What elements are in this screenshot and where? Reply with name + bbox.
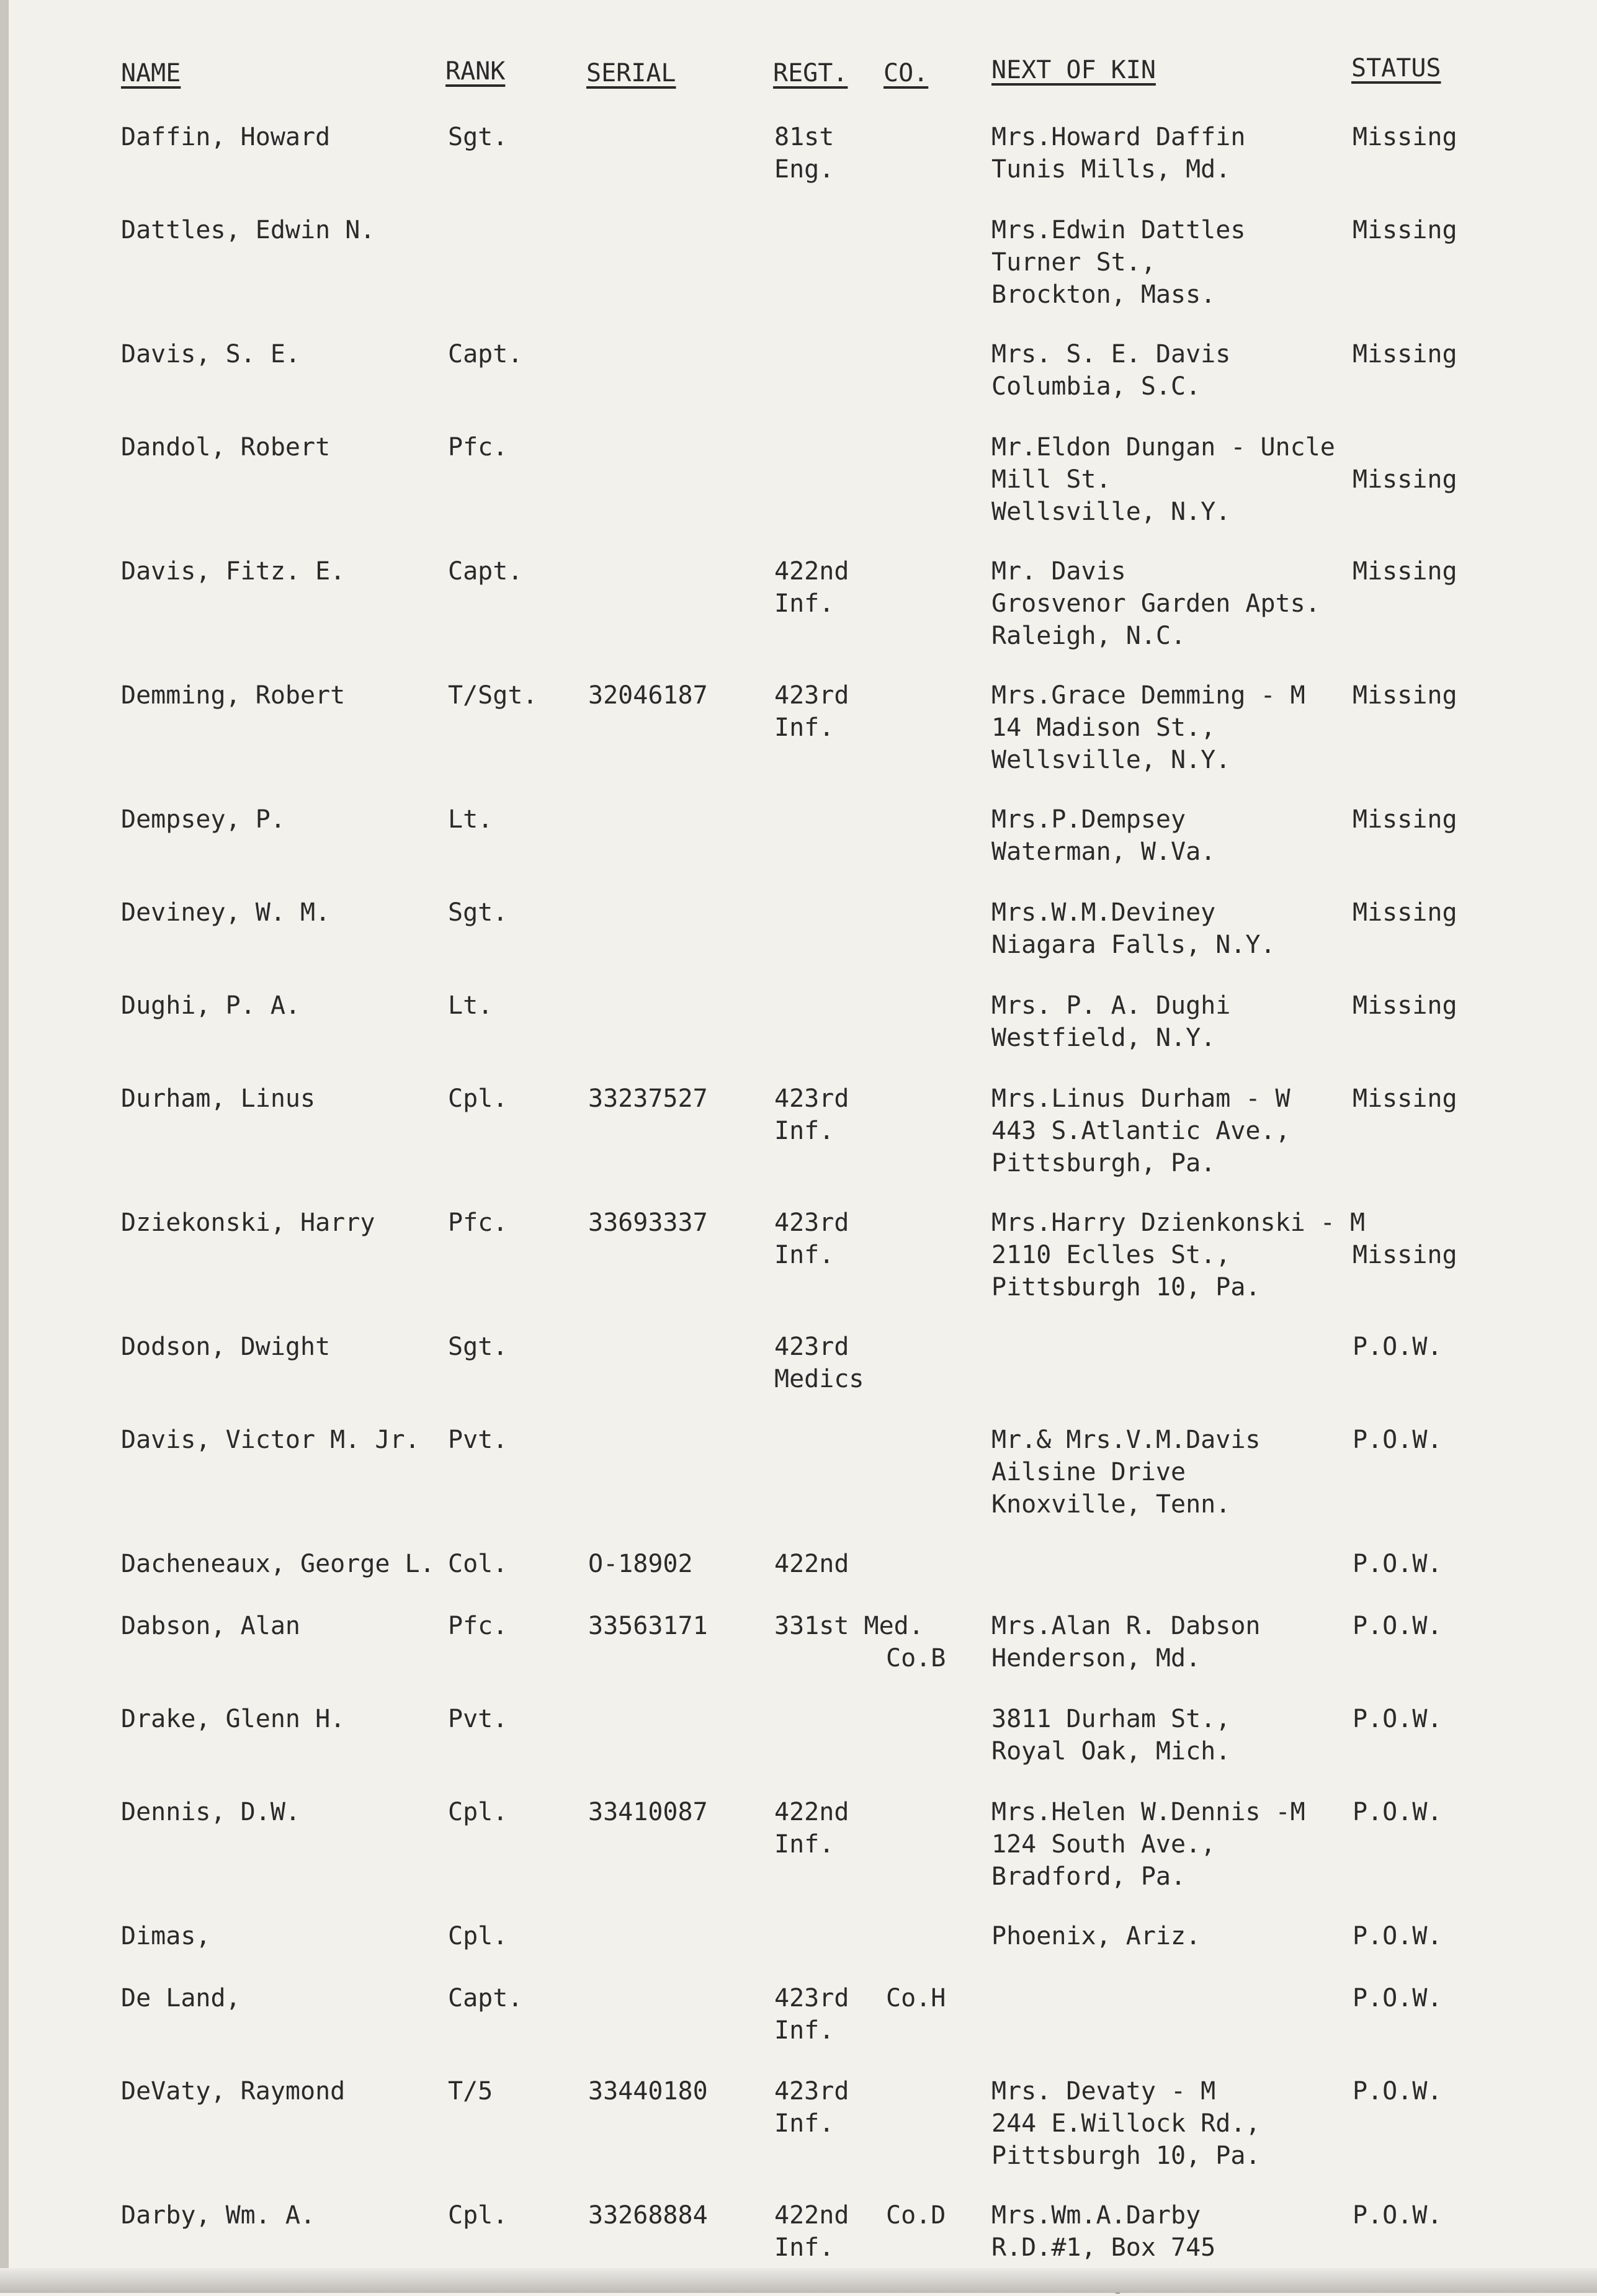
header-rank: RANK [445, 57, 506, 86]
soldier-rank: Sgt. [448, 1333, 508, 1361]
status: P.O.W. [1353, 1612, 1443, 1640]
soldier-name: Dimas, [121, 1922, 211, 1950]
soldier-rank: Pvt. [448, 1426, 508, 1454]
next-of-kin-line: Mrs.Harry Dzienkonski - M [991, 1208, 1366, 1237]
next-of-kin-line: Mrs.Helen W.Dennis -M [991, 1798, 1305, 1826]
next-of-kin [991, 555, 1320, 652]
status: P.O.W. [1353, 1922, 1443, 1950]
company: Co.D [886, 2201, 946, 2230]
regiment-line: 423rd [774, 2077, 849, 2106]
soldier-rank: Lt. [448, 991, 493, 1020]
next-of-kin-line: Mrs.Wm.A.Darby [991, 2201, 1201, 2230]
serial-number: 33237527 [588, 1084, 708, 1113]
soldier-name: Durham, Linus [121, 1084, 316, 1113]
next-of-kin-line: Brockton, Mass. [991, 280, 1216, 309]
next-of-kin-line: Ailsine Drive [991, 1458, 1186, 1486]
status: Missing [1353, 340, 1457, 369]
next-of-kin-line: Phoenix, Ariz. [991, 1922, 1201, 1950]
next-of-kin [991, 1610, 1260, 1674]
next-of-kin-line: Mrs.Linus Durham - W [991, 1084, 1291, 1113]
status: P.O.W. [1353, 1984, 1443, 2012]
soldier-name: Drake, Glenn H. [121, 1705, 346, 1733]
header-serial: SERIAL [586, 59, 676, 87]
regiment [774, 2075, 849, 2140]
next-of-kin-line: Turner St., [991, 248, 1156, 277]
soldier-name: Dandol, Robert [121, 433, 331, 462]
soldier-name: Daffin, Howard [121, 123, 331, 151]
soldier-name: Dempsey, P. [121, 805, 285, 834]
header-regt: REGT. [773, 59, 848, 87]
regiment [774, 2199, 849, 2264]
soldier-name: Dughi, P. A. [121, 991, 300, 1020]
soldier-rank: Capt. [448, 1984, 523, 2012]
regiment-line: Inf. [774, 713, 834, 742]
next-of-kin-line: 14 Madison St., [991, 713, 1216, 742]
next-of-kin-line: Bradford, Pa. [991, 1862, 1186, 1891]
status: Missing [1353, 805, 1457, 834]
next-of-kin [991, 121, 1245, 185]
next-of-kin [991, 431, 1335, 528]
next-of-kin-line: Wellsville, N.Y. [991, 498, 1231, 526]
regiment-line: 81st [774, 123, 834, 151]
status: P.O.W. [1353, 1426, 1443, 1454]
next-of-kin-line: Grosvenor Garden Apts. [991, 589, 1320, 618]
status: Missing [1353, 465, 1457, 494]
regiment [774, 1207, 849, 1271]
regiment-line: 423rd [774, 1084, 849, 1113]
soldier-name: Dodson, Dwight [121, 1333, 331, 1361]
regiment-line: Inf. [774, 2016, 834, 2045]
next-of-kin-line: 2110 Eclles St., [991, 1241, 1231, 1269]
serial-number: 33693337 [588, 1208, 708, 1237]
regiment-line: Inf. [774, 2109, 834, 2138]
status: Missing [1353, 216, 1457, 244]
status: P.O.W. [1353, 1550, 1443, 1578]
next-of-kin-line: Mrs.W.M.Deviney [991, 898, 1216, 927]
soldier-rank: T/Sgt. [448, 681, 538, 710]
next-of-kin [991, 989, 1230, 1054]
next-of-kin [991, 214, 1245, 311]
next-of-kin-line: 443 S.Atlantic Ave., [991, 1117, 1291, 1145]
next-of-kin-line: 244 E.Willock Rd., [991, 2109, 1261, 2138]
next-of-kin-line: Mrs. Devaty - M [991, 2077, 1216, 2106]
next-of-kin-line: Mrs. S. E. Davis [991, 340, 1231, 369]
status: Missing [1353, 681, 1457, 710]
next-of-kin-line: Niagara Falls, N.Y. [991, 931, 1276, 959]
next-of-kin [991, 1703, 1230, 1767]
company: Co.H [886, 1984, 946, 2012]
status: Missing [1353, 123, 1457, 151]
soldier-name: Davis, Fitz. E. [121, 557, 346, 586]
status: Missing [1353, 1241, 1457, 1269]
next-of-kin [991, 1207, 1365, 1303]
next-of-kin [991, 1920, 1201, 1952]
regiment-line: Medics [774, 1365, 864, 1393]
regiment [774, 555, 849, 620]
regiment-line: 423rd [774, 1333, 849, 1361]
soldier-rank: Capt. [448, 557, 523, 586]
next-of-kin-line: Raleigh, N.C. [991, 622, 1186, 650]
next-of-kin-line: Pittsburgh 10, Pa. [991, 2142, 1261, 2170]
soldier-rank: Capt. [448, 340, 523, 369]
soldier-rank: Cpl. [448, 2201, 508, 2230]
next-of-kin-line: Pittsburgh, Pa. [991, 1149, 1216, 1177]
regiment [774, 1331, 864, 1395]
soldier-rank: Col. [448, 1550, 508, 1578]
next-of-kin-line: Mrs.Edwin Dattles [991, 216, 1246, 244]
regiment-line: 422nd [774, 1798, 849, 1826]
regiment [774, 1548, 849, 1580]
soldier-name: Dziekonski, Harry [121, 1208, 375, 1237]
serial-number: O-18902 [588, 1550, 693, 1578]
regiment-line: 423rd [774, 681, 849, 710]
soldier-name: Davis, S. E. [121, 340, 300, 369]
next-of-kin-line: Mill St. [991, 465, 1111, 494]
next-of-kin-line: Waterman, W.Va. [991, 838, 1216, 866]
next-of-kin [991, 338, 1230, 403]
next-of-kin-line: 3811 Durham St., [991, 1705, 1231, 1733]
next-of-kin-line: Pittsburgh 10, Pa. [991, 1273, 1261, 1302]
status: P.O.W. [1353, 2201, 1443, 2230]
status: Missing [1353, 898, 1457, 927]
next-of-kin-line: Columbia, S.C. [991, 372, 1201, 401]
company: Co.B [886, 1644, 946, 1673]
regiment [774, 1083, 849, 1147]
soldier-name: Darby, Wm. A. [121, 2201, 316, 2230]
regiment-line: 422nd [774, 1550, 849, 1578]
next-of-kin-line: Westfield, N.Y. [991, 1024, 1216, 1052]
soldier-rank: Pvt. [448, 1705, 508, 1733]
next-of-kin [991, 803, 1215, 868]
soldier-name: Demming, Robert [121, 681, 346, 710]
soldier-rank: Cpl. [448, 1922, 508, 1950]
next-of-kin [991, 679, 1305, 776]
soldier-rank: Pfc. [448, 433, 508, 462]
next-of-kin [991, 1083, 1291, 1179]
regiment-line: 423rd [774, 1208, 849, 1237]
regiment-line: Inf. [774, 1241, 834, 1269]
status: Missing [1353, 991, 1457, 1020]
regiment [774, 1982, 849, 2047]
page-edge-shadow [0, 0, 9, 2293]
serial-number: 33410087 [588, 1798, 708, 1826]
next-of-kin-line: Mrs.P.Dempsey [991, 805, 1186, 834]
soldier-name: De Land, [121, 1984, 241, 2012]
next-of-kin-line: 124 South Ave., [991, 1830, 1216, 1859]
next-of-kin-line: Mrs.Alan R. Dabson [991, 1612, 1261, 1640]
regiment-line: Eng. [774, 155, 834, 184]
next-of-kin-line: R.D.#1, Box 745 [991, 2233, 1216, 2262]
soldier-rank: Lt. [448, 805, 493, 834]
soldier-rank: T/5 [448, 2077, 493, 2106]
status: Missing [1353, 557, 1457, 586]
regiment-line: Inf. [774, 1117, 834, 1145]
soldier-name: Dabson, Alan [121, 1612, 300, 1640]
soldier-name: Deviney, W. M. [121, 898, 331, 927]
soldier-rank: Cpl. [448, 1798, 508, 1826]
regiment-line: Inf. [774, 1830, 834, 1859]
regiment-line: 331st Med. [774, 1612, 924, 1640]
serial-number: 33563171 [588, 1612, 708, 1640]
regiment [774, 121, 834, 185]
status: P.O.W. [1353, 1705, 1443, 1733]
header-status: STATUS [1351, 54, 1441, 83]
next-of-kin-line: Mrs.Grace Demming - M [991, 681, 1305, 710]
next-of-kin-line: Knoxville, Tenn. [991, 1490, 1231, 1519]
next-of-kin-line: Tunis Mills, Md. [991, 155, 1231, 184]
header-co: CO. [883, 59, 929, 87]
next-of-kin-line: Mr.Eldon Dungan - Uncle [991, 433, 1335, 462]
status: P.O.W. [1353, 1798, 1443, 1826]
regiment-line: 422nd [774, 2201, 849, 2230]
regiment [774, 1610, 924, 1642]
soldier-rank: Pfc. [448, 1612, 508, 1640]
next-of-kin [991, 2075, 1260, 2172]
next-of-kin-line: Mrs.Howard Daffin [991, 123, 1246, 151]
next-of-kin-line: Henderson, Md. [991, 1644, 1201, 1673]
next-of-kin-line: Mr.& Mrs.V.M.Davis [991, 1426, 1261, 1454]
next-of-kin-line: Royal Oak, Mich. [991, 1737, 1231, 1766]
regiment [774, 679, 849, 744]
status: Missing [1353, 1084, 1457, 1113]
regiment [774, 1796, 849, 1860]
page-bottom-edge [0, 2268, 1597, 2293]
regiment-line: 423rd [774, 1984, 849, 2012]
next-of-kin-line: Wellsville, N.Y. [991, 746, 1231, 774]
serial-number: 33268884 [588, 2201, 708, 2230]
regiment-line: Inf. [774, 2233, 834, 2262]
soldier-name: DeVaty, Raymond [121, 2077, 346, 2106]
serial-number: 33440180 [588, 2077, 708, 2106]
header-next-of-kin: NEXT OF KIN [991, 56, 1156, 84]
soldier-name: Davis, Victor M. Jr. [121, 1426, 420, 1454]
soldier-name: Dennis, D.W. [121, 1798, 300, 1826]
regiment-line: 422nd [774, 557, 849, 586]
next-of-kin-line: Mr. Davis [991, 557, 1126, 586]
next-of-kin [991, 896, 1276, 961]
soldier-rank: Sgt. [448, 123, 508, 151]
serial-number: 32046187 [588, 681, 708, 710]
soldier-rank: Sgt. [448, 898, 508, 927]
soldier-rank: Pfc. [448, 1208, 508, 1237]
next-of-kin-line: Mrs. P. A. Dughi [991, 991, 1231, 1020]
next-of-kin [991, 1796, 1305, 1893]
soldier-name: Dattles, Edwin N. [121, 216, 375, 244]
status: P.O.W. [1353, 1333, 1443, 1361]
soldier-rank: Cpl. [448, 1084, 508, 1113]
regiment-line: Inf. [774, 589, 834, 618]
header-name: NAME [121, 59, 181, 87]
status: P.O.W. [1353, 2077, 1443, 2106]
next-of-kin [991, 1424, 1260, 1521]
soldier-name: Dacheneaux, George L. [121, 1550, 435, 1578]
